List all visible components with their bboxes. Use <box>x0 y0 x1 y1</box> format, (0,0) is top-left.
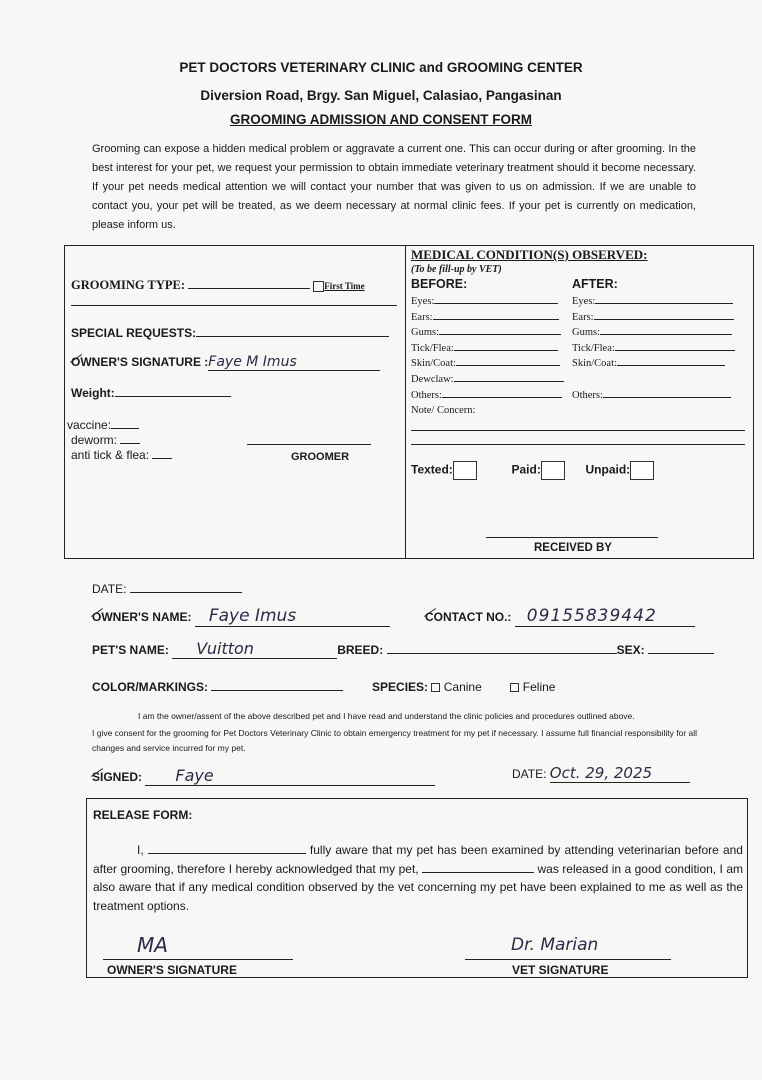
release-title: RELEASE FORM: <box>93 808 193 822</box>
vet-signature[interactable]: Dr. Marian <box>511 935 599 955</box>
owner-signature-line[interactable] <box>103 959 293 960</box>
feline-label: Feline <box>522 680 556 694</box>
paid-label: Paid: <box>511 462 541 477</box>
before-eyes-field[interactable] <box>434 303 558 304</box>
special-requests-field[interactable] <box>196 336 389 337</box>
consent-date-field[interactable]: Oct. 29, 2025 <box>550 764 690 783</box>
release-pet-name-field[interactable] <box>422 872 534 873</box>
before-ears-field[interactable] <box>433 319 559 320</box>
before-fields: Eyes: Ears: Gums: Tick/Flea: Skin/Coat: Dewclaw: Others: Note/ Concern: <box>411 294 564 419</box>
special-requests-label: SPECIAL REQUESTS: <box>71 326 197 340</box>
paid-checkbox[interactable] <box>541 461 565 480</box>
breed-field[interactable] <box>387 653 617 654</box>
breed-label: BREED: <box>337 643 384 657</box>
texted-label: Texted: <box>411 462 453 477</box>
grooming-type-extra-line[interactable] <box>71 305 397 306</box>
sex-label: SEX: <box>616 643 645 657</box>
vet-signature-line[interactable] <box>465 959 671 960</box>
signed-field[interactable]: Faye <box>145 766 435 786</box>
grooming-type-label: GROOMING TYPE: <box>71 278 186 292</box>
feline-checkbox[interactable] <box>510 683 519 692</box>
consent-line-2: I give consent for the grooming for Pet Doctors Veterinary Clinic to obtain emergency treatment for my pet if necessary. I assume full financial responsibility for all changes and service incurred for my pet. <box>92 728 698 753</box>
after-fields: Eyes: Ears: Gums: Tick/Flea: Skin/Coat: Others: <box>572 294 735 403</box>
pet-name-field[interactable]: Vuitton <box>172 639 337 659</box>
sex-field[interactable] <box>648 653 714 654</box>
canine-checkbox[interactable] <box>431 683 440 692</box>
after-ears-field[interactable] <box>594 319 734 320</box>
release-box <box>86 798 748 978</box>
weight-field[interactable] <box>115 396 231 397</box>
after-tickflea-field[interactable] <box>615 350 735 351</box>
release-owner-name-field[interactable] <box>148 853 306 854</box>
grooming-type-field[interactable] <box>188 288 310 289</box>
species-label: SPECIES: <box>372 680 429 694</box>
before-dewclaw-field[interactable] <box>454 381 564 382</box>
release-paragraph: I, fully aware that my pet has been examined by attending veterinarian before and after grooming, therefore I hereby acknowledged that my pet, was released in a good condition, I am also aware that if any medical condition observed by the vet concerning my pet have been explained to me as well as the treatment options. <box>93 843 743 913</box>
first-time-checkbox[interactable] <box>313 281 324 292</box>
date-field[interactable] <box>130 592 242 593</box>
owner-name-field[interactable]: Faye Imus <box>195 606 390 627</box>
before-label: BEFORE: <box>411 277 468 291</box>
deworm-field[interactable] <box>120 443 140 444</box>
medical-title: MEDICAL CONDITION(S) OBSERVED: <box>411 247 648 262</box>
signed-label: SIGNED: <box>92 770 143 784</box>
weight-label: Weight: <box>71 386 115 400</box>
pet-name-label: PET'S NAME: <box>92 643 169 657</box>
grooming-box <box>64 245 406 559</box>
vaccine-field[interactable] <box>111 428 139 429</box>
date-label: DATE: <box>92 582 127 596</box>
after-skincoat-field[interactable] <box>617 365 725 366</box>
clinic-name: PET DOCTORS VETERINARY CLINIC and GROOMING CENTER <box>179 60 583 75</box>
antitick-label: anti tick & flea: <box>71 448 150 462</box>
texted-checkbox[interactable] <box>453 461 477 480</box>
deworm-label: deworm: <box>71 433 118 447</box>
before-gums-field[interactable] <box>439 334 561 335</box>
vet-signature-label: VET SIGNATURE <box>512 963 609 977</box>
antitick-field[interactable] <box>152 458 172 459</box>
before-tickflea-field[interactable] <box>454 350 558 351</box>
owner-signature-label: OWNER'S SIGNATURE : <box>71 355 209 369</box>
consent-date-label: DATE: <box>512 767 547 781</box>
medical-subtitle: (To be fill-up by VET) <box>411 264 502 275</box>
color-field[interactable] <box>211 690 343 691</box>
before-others-field[interactable] <box>442 397 562 398</box>
after-others-field[interactable] <box>603 397 731 398</box>
before-skincoat-field[interactable] <box>456 365 560 366</box>
unpaid-label: Unpaid: <box>585 462 631 477</box>
received-by-line[interactable] <box>486 537 658 538</box>
release-owner-signature-label: OWNER'S SIGNATURE <box>107 963 237 977</box>
color-label: COLOR/MARKINGS: <box>92 680 208 694</box>
intro-paragraph: Grooming can expose a hidden medical problem or aggravate a current one. This can occur during or after grooming. In the best interest for your pet, we request your permission to obtain immediate veterinary treatment should it become necessary. If your pet needs medical attention we will contact your number that was given to us on admission. If we are unable to contact you, your pet will be treated, as we deem necessary at normal clinic fees. If your pet is currently on medication, please inform us. <box>92 143 696 231</box>
consent-line-1: I am the owner/assent of the above described pet and I have read and understand the clinic policies and procedures outlined above. <box>138 711 635 721</box>
owner-name-label: OWNER'S NAME: <box>92 610 192 624</box>
unpaid-checkbox[interactable] <box>630 461 654 480</box>
received-by-label: RECEIVED BY <box>534 542 612 554</box>
first-time-label: First Time <box>324 281 365 291</box>
vaccine-label: vaccine: <box>67 418 112 432</box>
canine-label: Canine <box>443 680 482 694</box>
release-owner-signature[interactable]: MA <box>137 933 168 957</box>
medical-box <box>404 245 754 559</box>
after-label: AFTER: <box>572 277 618 291</box>
note-line-2[interactable] <box>411 444 745 445</box>
after-gums-field[interactable] <box>600 334 732 335</box>
owner-signature-field[interactable]: Faye M Imus <box>208 354 380 371</box>
contact-label: CONTACT NO.: <box>425 610 512 624</box>
contact-field[interactable]: 09155839442 <box>515 606 695 627</box>
after-eyes-field[interactable] <box>595 303 733 304</box>
form-title: GROOMING ADMISSION AND CONSENT FORM <box>230 112 532 127</box>
note-line-1[interactable] <box>411 430 745 431</box>
clinic-address: Diversion Road, Brgy. San Miguel, Calasiao, Pangasinan <box>200 88 562 103</box>
groomer-signature-line[interactable] <box>247 444 371 445</box>
groomer-label: GROOMER <box>291 451 350 463</box>
note-label: Note/ Concern: <box>411 405 476 417</box>
